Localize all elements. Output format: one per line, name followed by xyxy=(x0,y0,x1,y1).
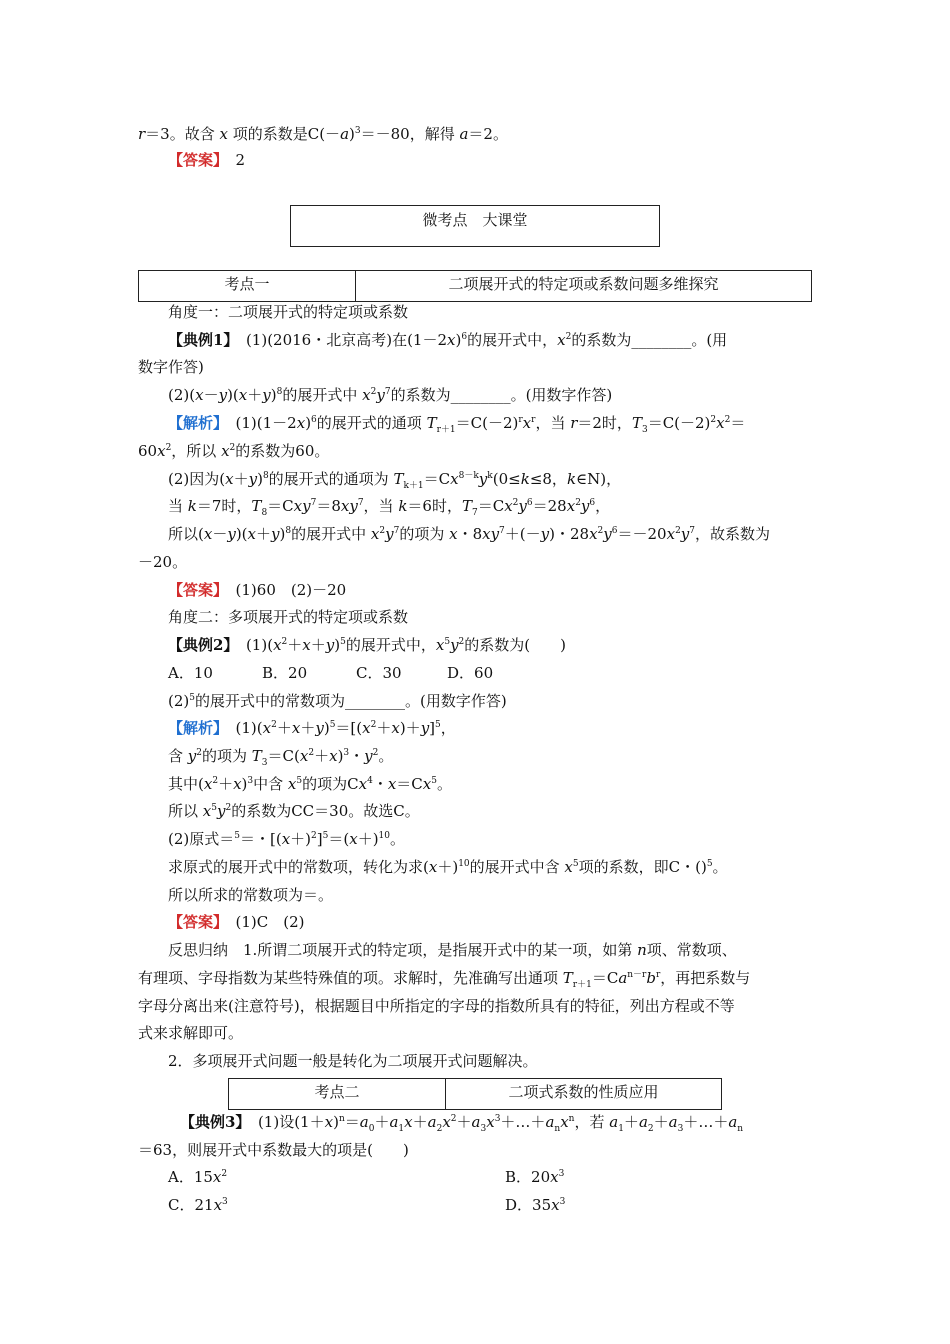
var: a xyxy=(340,125,350,143)
solution-1-line-5: 所以$(x-y)(x+y)^8$的展开式中 $x^2y^7$的项为 x・$8xy^7+(-y)$・$28x^2y^6=-20x^2y^7$，故系数为 xyxy=(168,525,771,543)
example-label: 【典例2】 xyxy=(168,636,231,654)
solution-2-line-7: 所以所求的常数项为＝。 xyxy=(168,886,334,904)
text: ) xyxy=(349,125,355,143)
var: x xyxy=(219,125,228,143)
example-1-line-2: 数字作答) xyxy=(138,358,204,376)
reflection-line-2: 有理项、字母指数为某些特殊值的项。求解时，先准确写出通项 $T_{r+1}=Ca^{n-r}b^r$，再把系数与 xyxy=(138,969,751,990)
topic-title: 二项式系数的性质应用 xyxy=(445,1079,721,1109)
section-banner-title: 微考点 大课堂 xyxy=(422,211,528,229)
answer-2 xyxy=(168,912,848,932)
section-banner xyxy=(290,205,660,247)
reflection-line-3: 字母分离出来(注意符号)，根据题目中所指定的字母的指数所具有的特征，列出方程或不等 xyxy=(138,997,735,1015)
option-d: D．$35x^3$ xyxy=(505,1196,566,1214)
answer-value: (1)C (2) xyxy=(235,913,305,931)
answer-value: 2 xyxy=(235,151,246,169)
option-b: B．$20x^3$ xyxy=(505,1168,565,1186)
solution-end-line xyxy=(138,124,818,144)
example-label: 【典例1】 xyxy=(168,331,231,349)
text: ＝3。故含 xyxy=(145,125,220,143)
solution-label: 【解析】 xyxy=(168,414,221,432)
answer-value: (1)60 (2)－20 xyxy=(235,581,347,599)
example-3-line-1: 【典例3】 (1)设$(1+x)^n=a_0+a_1x+a_2x^2+a_3x^3+\dots+a_nx^n$，若 $a_1+a_2+a_3+\dots+a_n$ xyxy=(180,1113,744,1134)
answer-1 xyxy=(168,580,848,600)
solution-1-line-1: 【解析】 $(1)(1-2x)^6$的展开式的通项 $T_{r+1}=C(-2)^rx^r$，当 r＝2时，$T_3=C(-2)^2x^2=$ xyxy=(168,414,746,435)
var: a xyxy=(459,125,469,143)
topic-label: 考点一 xyxy=(224,275,270,293)
option-d: D．60 xyxy=(447,664,494,682)
reflection-line-1: 反思归纳 1.所谓二项展开式的特定项，是指展开式中的某一项，如第 n项、常数项、 xyxy=(168,941,737,959)
option-c: C．$21x^3$ xyxy=(168,1196,228,1214)
example-label: 【典例3】 xyxy=(180,1113,243,1131)
solution-1-line-2: $60x^2$，所以 $x^2$的系数为60。 xyxy=(138,442,330,460)
solution-1-line-3: (2)因为$(x+y)^8$的展开式的通项为 $T_{k+1}=Cx^{8-k}y^k(0\le k\le 8$，k∈N)， xyxy=(168,470,622,491)
option-b: B．20 xyxy=(262,664,308,682)
example-2-line-1: 【典例2】 $(1)(x^2+x+y)^5$的展开式中，$x^5y^2$的系数为( ) xyxy=(168,636,566,654)
reflection-line-4: 式来求解即可。 xyxy=(138,1024,244,1042)
answer-label: 【答案】 xyxy=(168,151,221,169)
option-a: A．10 xyxy=(168,664,213,682)
text: ＝－80，解得 xyxy=(360,125,460,143)
var: r xyxy=(138,125,146,143)
example-3-line-2: ＝63，则展开式中系数最大的项是( ) xyxy=(138,1141,409,1159)
solution-2-line-3: 其中$(x^2+x)^3$中含 $x^5$的项为Cx$^4$・$x=Cx^5$。 xyxy=(168,775,452,793)
solution-1-line-4: 当 k＝7时，$T_8=Cxy^7=8xy^7$，当 k＝6时，$T_7=Cx^2y^6=28x^2y^6$， xyxy=(168,497,611,518)
option-a: A．$15x^2$ xyxy=(168,1168,228,1186)
option-c: C．30 xyxy=(356,664,402,682)
topic-table-2 xyxy=(228,1078,722,1110)
topic-title: 二项展开式的特定项或系数问题多维探究 xyxy=(355,271,811,301)
example-2-q2: $(2)^5$的展开式中的常数项为________。(用数字作答) xyxy=(168,692,507,710)
answer-label: 【答案】 xyxy=(168,913,221,931)
solution-1-line-6: －20。 xyxy=(138,553,188,571)
example-1-q2: $(2)(x-y)(x+y)^8$的展开式中 $x^2y^7$的系数为________。(用数字作答) xyxy=(168,386,613,404)
exp: 3 xyxy=(354,126,361,136)
solution-2-line-5: (2)原式＝$^5$＝・$[(x+)^2]^5=(x+)^{10}$。 xyxy=(168,830,406,848)
solution-2-line-2: 含 $y^2$的项为 $T_3=C(x^2+x)^3$・$y^2$。 xyxy=(168,747,394,768)
text: ＝2。 xyxy=(468,125,508,143)
angle-heading-1: 角度一：二项展开式的特定项或系数 xyxy=(168,303,409,321)
angle-heading-2: 角度二：多项展开式的特定项或系数 xyxy=(168,608,409,626)
solution-2-line-6: 求原式的展开式中的常数项，转化为求$(x+)^{10}$的展开式中含 $x^5$项的系数，即C・()$^5$。 xyxy=(168,858,728,876)
solution-2-line-1: 【解析】 $(1)(x^2+x+y)^5=[(x^2+x)+y]^5$， xyxy=(168,719,456,737)
topic-table-1 xyxy=(138,270,812,302)
topic-label: 考点二 xyxy=(314,1083,360,1101)
text: 项的系数是C(－ xyxy=(227,125,341,143)
solution-label: 【解析】 xyxy=(168,719,221,737)
reflection-line-5: 2．多项展开式问题一般是转化为二项展开式问题解决。 xyxy=(168,1052,538,1070)
answer-line xyxy=(168,150,848,170)
example-1-line-1: 【典例1】 (1)(2016・北京高考)在$(1-2x)^6$的展开式中，$x^2$的系数为________。(用 xyxy=(168,331,728,349)
solution-2-line-4: 所以 $x^5y^2$的系数为CC＝30。故选C。 xyxy=(168,802,420,820)
answer-label: 【答案】 xyxy=(168,581,221,599)
